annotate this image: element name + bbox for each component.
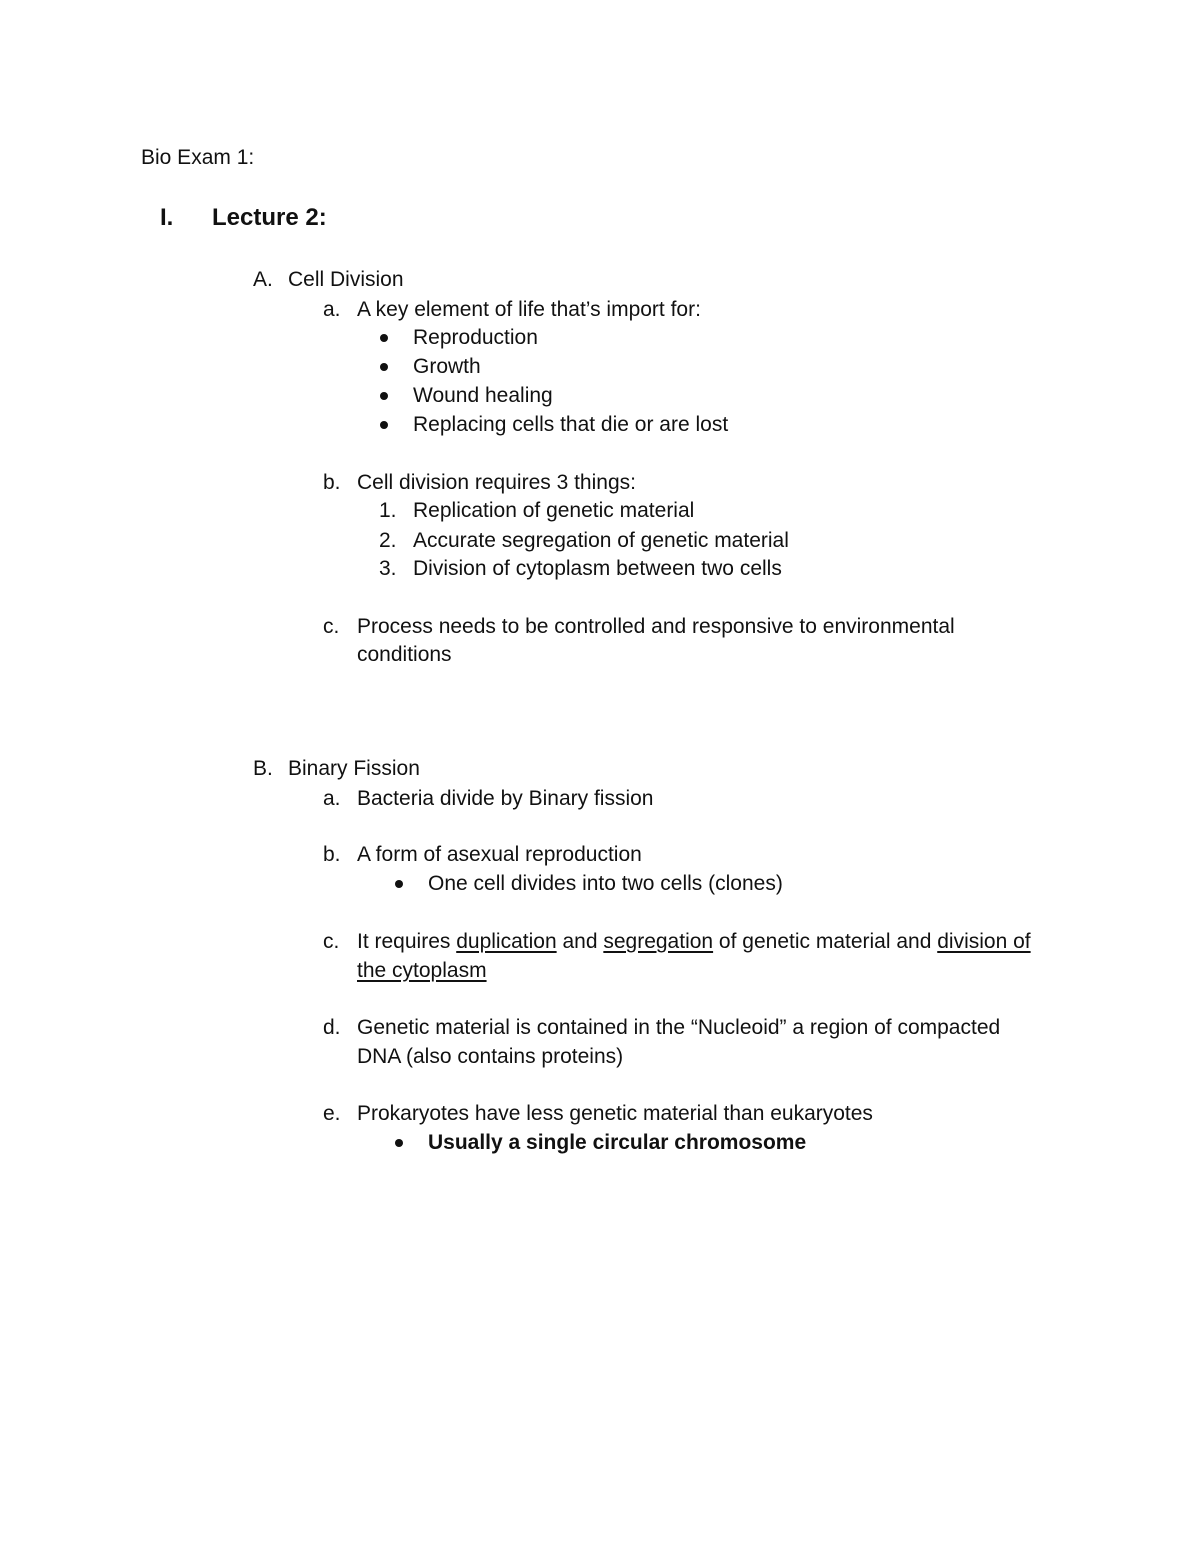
bullet-icon	[395, 880, 403, 888]
bullet-icon	[395, 1139, 403, 1147]
item-text: Genetic material is contained in the “Nucleoid” a region of compacted	[357, 1016, 1001, 1039]
item-text	[357, 928, 1031, 956]
underlined-term: the cytoplasm	[357, 959, 487, 982]
subsection-heading-cell-division: Cell Division	[288, 268, 404, 291]
subsection-heading-binary-fission: Binary Fission	[288, 757, 420, 780]
item-marker: e.	[323, 1102, 341, 1125]
bullet-item: One cell divides into two cells (clones)	[428, 872, 783, 895]
bullet-item-bold: Usually a single circular chromosome	[428, 1131, 807, 1154]
underlined-term: segregation	[603, 930, 714, 953]
bullet-item: Reproduction	[413, 326, 538, 349]
underlined-term: division of	[937, 930, 1031, 953]
item-text: Bacteria divide by Binary fission	[357, 787, 654, 810]
item-text: A form of asexual reproduction	[357, 843, 642, 866]
item-text-continued: conditions	[357, 643, 452, 666]
numbered-item: Division of cytoplasm between two cells	[413, 557, 782, 580]
bullet-icon	[380, 392, 388, 400]
numbered-item: Accurate segregation of genetic material	[413, 529, 789, 552]
item-marker: c.	[323, 930, 340, 953]
item-text: Process needs to be controlled and responsive to environmental	[357, 615, 955, 638]
subsection-letter-b: B.	[253, 757, 273, 780]
item-marker: a.	[323, 298, 341, 321]
numbered-marker: 2.	[379, 529, 397, 552]
bullet-item: Replacing cells that die or are lost	[413, 413, 729, 436]
text-run: and	[556, 930, 604, 953]
text-run: of genetic material and	[713, 930, 938, 953]
item-text: A key element of life that’s import for:	[357, 298, 701, 321]
bullet-icon	[380, 421, 388, 429]
section-number: I.	[160, 204, 174, 231]
item-text: Cell division requires 3 things:	[357, 471, 636, 494]
item-marker: d.	[323, 1016, 341, 1039]
bullet-icon	[380, 363, 388, 371]
item-marker: a.	[323, 787, 341, 810]
numbered-marker: 3.	[379, 557, 397, 580]
underlined-term: duplication	[456, 930, 557, 953]
item-text-continued: DNA (also contains proteins)	[357, 1045, 624, 1068]
bullet-icon	[380, 334, 388, 342]
item-text: Prokaryotes have less genetic material than eukaryotes	[357, 1102, 873, 1125]
item-marker: b.	[323, 471, 341, 494]
bullet-item: Growth	[413, 355, 481, 378]
numbered-item: Replication of genetic material	[413, 499, 695, 522]
subsection-letter-a: A.	[253, 268, 273, 291]
item-marker: b.	[323, 843, 341, 866]
numbered-marker: 1.	[379, 499, 397, 522]
section-heading: Lecture 2:	[212, 204, 327, 231]
text-run: It requires	[357, 930, 457, 953]
item-marker: c.	[323, 615, 340, 638]
document-title: Bio Exam 1:	[141, 146, 255, 169]
bullet-item: Wound healing	[413, 384, 553, 407]
item-text-continued	[357, 957, 487, 985]
